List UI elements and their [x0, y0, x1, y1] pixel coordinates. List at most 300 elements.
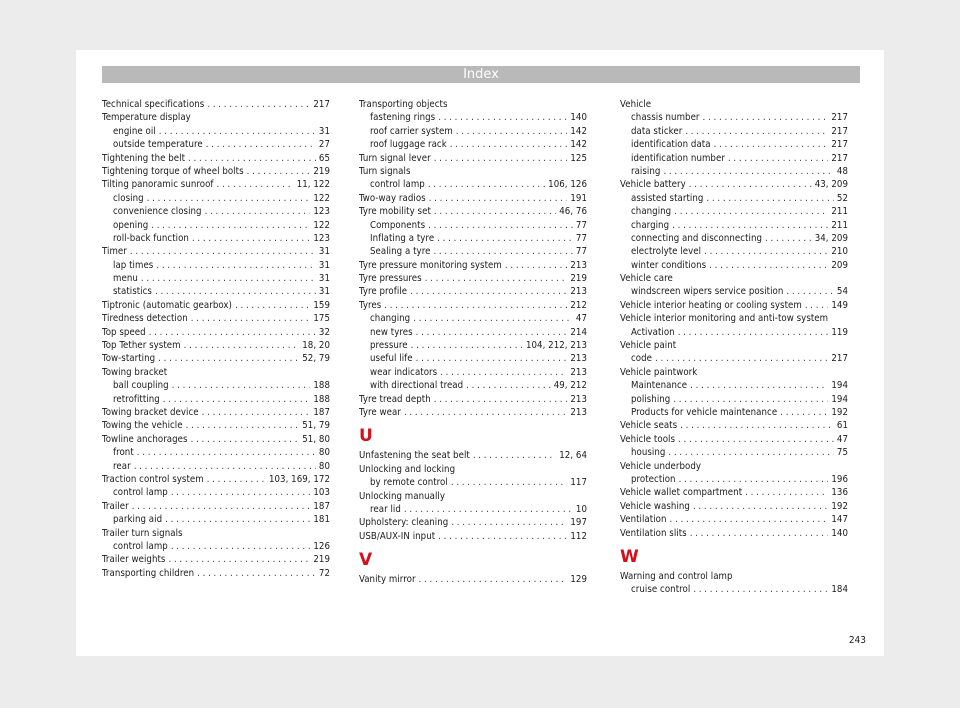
dot-leader	[192, 232, 310, 245]
entry-label: Unfastening the seat belt	[359, 450, 470, 462]
entry-page-ref: 65	[318, 152, 330, 164]
index-subentry	[620, 379, 848, 392]
entry-label: Ventilation slits	[620, 527, 687, 539]
index-subentry	[359, 476, 587, 489]
entry-label: assisted starting	[631, 192, 704, 204]
entry-page-ref: 54	[836, 286, 848, 298]
entry-page-ref: 75	[836, 447, 848, 459]
entry-label: control lamp	[113, 487, 168, 499]
entry-label: Tyre pressure monitoring system	[359, 259, 502, 271]
entry-page-ref: 136	[831, 487, 848, 499]
entry-label: roll-back function	[113, 232, 189, 244]
index-entry	[102, 339, 330, 352]
entry-page-ref: 210	[831, 246, 848, 258]
dot-leader	[151, 219, 310, 232]
index-subentry	[620, 205, 848, 218]
dot-leader	[428, 178, 545, 191]
index-subentry	[102, 125, 330, 138]
index-entry	[359, 152, 587, 165]
section-letter: V	[359, 550, 373, 571]
index-subentry	[359, 111, 587, 124]
entry-label: changing	[631, 206, 672, 218]
index-entry	[620, 366, 848, 379]
index-subentry	[102, 446, 330, 459]
index-subentry	[102, 138, 330, 151]
index-subentry	[359, 366, 587, 379]
entry-page-ref: 48	[836, 165, 848, 177]
index-entry	[359, 98, 587, 111]
entry-label: Warning and control lamp	[620, 570, 733, 582]
entry-page-ref: 123	[313, 206, 330, 218]
index-subentry	[620, 406, 848, 419]
dot-leader	[745, 486, 828, 499]
index-entry	[359, 463, 587, 476]
entry-label: Tyre mobility set	[359, 206, 431, 218]
index-entry	[359, 490, 587, 503]
entry-label: electrolyte level	[631, 246, 702, 258]
dot-leader	[456, 125, 568, 138]
entry-label: Timer	[102, 246, 127, 258]
index-entry	[359, 285, 587, 298]
entry-page-ref: 61	[836, 420, 848, 432]
entry-page-ref: 43, 209	[814, 179, 848, 191]
dot-leader	[703, 111, 829, 124]
entry-page-ref: 140	[570, 112, 587, 124]
entry-label: charging	[631, 219, 670, 231]
index-entry	[620, 98, 848, 111]
dot-leader	[413, 312, 573, 325]
index-entry	[102, 299, 330, 312]
entry-page-ref: 192	[831, 500, 848, 512]
entry-label: Maintenance	[631, 380, 688, 392]
entry-label: chassis number	[631, 112, 700, 124]
dot-leader	[425, 272, 568, 285]
entry-page-ref: 187	[313, 500, 330, 512]
dot-leader	[450, 138, 568, 151]
entry-label: convenience closing	[113, 206, 202, 218]
index-entry	[102, 352, 330, 365]
entry-label: identification data	[631, 139, 711, 151]
dot-leader	[668, 446, 833, 459]
entry-page-ref: 77	[575, 232, 587, 244]
index-subentry	[102, 232, 330, 245]
index-entry	[102, 152, 330, 165]
index-subentry	[102, 272, 330, 285]
entry-label: retrofitting	[113, 393, 160, 405]
dot-leader	[690, 527, 829, 540]
entry-label: closing	[113, 192, 144, 204]
index-subentry	[359, 326, 587, 339]
dot-leader	[205, 205, 311, 218]
dot-leader	[505, 259, 568, 272]
dot-leader	[780, 406, 828, 419]
index-subentry	[359, 245, 587, 258]
dot-leader	[163, 393, 311, 406]
entry-page-ref: 188	[313, 393, 330, 405]
index-subentry	[620, 285, 848, 298]
entry-page-ref: 213	[570, 286, 587, 298]
index-subentry	[620, 446, 848, 459]
index-subentry	[620, 326, 848, 339]
dot-leader	[428, 219, 573, 232]
entry-page-ref: 219	[313, 165, 330, 177]
dot-leader	[714, 138, 829, 151]
dot-leader	[433, 245, 572, 258]
dot-leader	[451, 516, 567, 529]
entry-page-ref: 51, 79	[302, 420, 330, 432]
entry-page-ref: 219	[570, 273, 587, 285]
entry-label: Unlocking and locking	[359, 463, 456, 475]
entry-label: pressure	[370, 340, 408, 352]
index-subentry	[102, 192, 330, 205]
entry-label: Towing bracket	[102, 366, 168, 378]
dot-leader	[134, 460, 316, 473]
entry-label: control lamp	[370, 179, 425, 191]
dot-leader	[438, 111, 567, 124]
dot-leader	[805, 299, 829, 312]
entry-label: Activation	[631, 326, 675, 338]
index-entry	[102, 527, 330, 540]
entry-page-ref: 119	[831, 326, 848, 338]
entry-page-ref: 213	[570, 353, 587, 365]
dot-leader	[159, 125, 316, 138]
entry-page-ref: 197	[570, 517, 587, 529]
entry-label: Vehicle paint	[620, 340, 677, 352]
entry-page-ref: 213	[570, 366, 587, 378]
dot-leader	[130, 245, 316, 258]
entry-label: USB/AUX-IN input	[359, 530, 436, 542]
entry-label: Vanity mirror	[359, 574, 416, 586]
dot-leader	[235, 299, 310, 312]
dot-leader	[429, 192, 568, 205]
dot-leader	[706, 192, 834, 205]
entry-page-ref: 72	[318, 567, 330, 579]
entry-page-ref: 12, 64	[559, 450, 587, 462]
index-subentry	[620, 138, 848, 151]
index-subentry	[359, 503, 587, 516]
entry-page-ref: 191	[570, 192, 587, 204]
entry-label: Temperature display	[102, 112, 191, 124]
entry-label: roof luggage rack	[370, 139, 447, 151]
index-subentry	[359, 219, 587, 232]
index-entry	[620, 312, 848, 325]
index-entry	[102, 567, 330, 580]
entry-label: windscreen wipers service position	[631, 286, 784, 298]
entry-page-ref: 112	[570, 530, 587, 542]
entry-page-ref: 32	[318, 326, 330, 338]
entry-label: menu	[113, 273, 138, 285]
index-entry	[102, 178, 330, 191]
entry-page-ref: 47	[575, 313, 587, 325]
entry-label: Vehicle care	[620, 273, 673, 285]
entry-page-ref: 122	[313, 219, 330, 231]
index-entry	[102, 406, 330, 419]
entry-label: rear lid	[370, 503, 401, 515]
index-entry	[359, 530, 587, 543]
entry-page-ref: 31	[318, 286, 330, 298]
dot-leader	[786, 285, 834, 298]
index-subentry	[620, 583, 848, 596]
index-subentry	[102, 259, 330, 272]
index-entry	[359, 299, 587, 312]
index-subentry	[102, 486, 330, 499]
index-entry	[359, 259, 587, 272]
entry-page-ref: 11, 122	[296, 179, 330, 191]
entry-label: Technical specifications	[102, 99, 205, 110]
page-number: 243	[848, 635, 866, 646]
entry-label: engine oil	[113, 125, 156, 137]
index-subentry	[620, 111, 848, 124]
dot-leader	[168, 553, 310, 566]
index-subentry	[359, 352, 587, 365]
entry-page-ref: 27	[318, 139, 330, 151]
index-entry	[620, 570, 848, 583]
entry-label: Vehicle seats	[620, 420, 678, 432]
entry-label: Products for vehicle maintenance	[631, 406, 778, 418]
entry-page-ref: 31	[318, 246, 330, 258]
entry-label: polishing	[631, 393, 671, 405]
entry-label: Tightening the belt	[102, 152, 186, 164]
dot-leader	[728, 152, 828, 165]
dot-leader	[171, 486, 311, 499]
entry-page-ref: 175	[313, 313, 330, 325]
entry-page-ref: 213	[570, 406, 587, 418]
entry-label: Vehicle paintwork	[620, 366, 698, 378]
entry-label: roof carrier system	[370, 125, 453, 137]
entry-label: Top Tether system	[102, 340, 181, 352]
entry-page-ref: 196	[831, 473, 848, 485]
entry-page-ref: 159	[313, 299, 330, 311]
index-entry	[102, 326, 330, 339]
index-subentry	[620, 259, 848, 272]
dot-leader	[689, 178, 812, 191]
entry-page-ref: 77	[575, 219, 587, 231]
entry-page-ref: 18, 20	[302, 340, 330, 352]
index-subentry	[620, 165, 848, 178]
index-entry	[359, 192, 587, 205]
index-subentry	[102, 460, 330, 473]
entry-label: Vehicle interior monitoring and anti-tow system	[620, 313, 829, 325]
dot-leader	[156, 259, 316, 272]
dot-leader	[410, 285, 567, 298]
entry-label: Towing bracket device	[102, 406, 199, 418]
index-subentry	[359, 178, 587, 191]
index-subentry	[620, 473, 848, 486]
entry-label: statistics	[113, 286, 152, 298]
entry-page-ref: 103	[313, 487, 330, 499]
dot-leader	[680, 419, 834, 432]
dot-leader	[434, 205, 556, 218]
dot-leader	[673, 393, 828, 406]
entry-label: Turn signals	[359, 165, 411, 177]
dot-leader	[655, 352, 828, 365]
dot-leader	[419, 573, 568, 586]
index-entry	[102, 553, 330, 566]
entry-label: lap times	[113, 259, 154, 271]
index-subentry	[620, 245, 848, 258]
dot-leader	[404, 503, 573, 516]
index-entry	[102, 473, 330, 486]
entry-label: Top speed	[102, 326, 146, 338]
entry-label: Vehicle battery	[620, 179, 686, 191]
dot-leader	[141, 272, 316, 285]
entry-label: cruise control	[631, 584, 691, 596]
index-subentry	[359, 312, 587, 325]
entry-page-ref: 181	[313, 514, 330, 526]
index-entry	[359, 165, 587, 178]
entry-label: code	[631, 353, 653, 365]
dot-leader	[679, 473, 829, 486]
entry-page-ref: 51, 80	[302, 433, 330, 445]
dot-leader	[411, 339, 523, 352]
entry-page-ref: 219	[313, 554, 330, 566]
dot-leader	[217, 178, 294, 191]
index-entry	[620, 419, 848, 432]
entry-label: Sealing a tyre	[370, 246, 431, 258]
entry-page-ref: 47	[836, 433, 848, 445]
entry-label: data sticker	[631, 125, 683, 137]
index-entry	[620, 299, 848, 312]
entry-label: housing	[631, 447, 666, 459]
entry-label: Vehicle tools	[620, 433, 676, 445]
entry-label: Two-way radios	[359, 192, 426, 204]
index-subentry	[620, 352, 848, 365]
entry-label: by remote control	[370, 477, 448, 489]
dot-leader	[384, 299, 567, 312]
entry-page-ref: 213	[570, 259, 587, 271]
index-entry	[102, 419, 330, 432]
section-letter: W	[620, 546, 639, 567]
dot-leader	[685, 125, 828, 138]
index-entry	[102, 366, 330, 379]
entry-label: Tyres	[359, 299, 382, 311]
entry-page-ref: 184	[831, 584, 848, 596]
entry-label: Vehicle underbody	[620, 460, 702, 472]
dot-leader	[197, 567, 316, 580]
entry-page-ref: 188	[313, 380, 330, 392]
entry-page-ref: 122	[313, 192, 330, 204]
entry-label: Traction control system	[102, 473, 204, 485]
index-entry	[620, 339, 848, 352]
entry-label: rear	[113, 460, 131, 472]
index-column-3	[620, 98, 848, 597]
index-subentry	[620, 219, 848, 232]
dot-leader	[437, 232, 573, 245]
dot-leader	[704, 245, 828, 258]
index-entry	[359, 393, 587, 406]
entry-page-ref: 46, 76	[559, 206, 587, 218]
entry-label: Tilting panoramic sunroof	[102, 179, 214, 191]
entry-label: with directional tread	[370, 380, 464, 392]
entry-page-ref: 117	[570, 477, 587, 489]
dot-leader	[674, 205, 828, 218]
entry-label: connecting and disconnecting	[631, 232, 763, 244]
index-entry	[620, 527, 848, 540]
entry-page-ref: 212	[570, 299, 587, 311]
section-letter: U	[359, 426, 373, 447]
entry-label: new tyres	[370, 326, 413, 338]
entry-page-ref: 126	[313, 540, 330, 552]
dot-leader	[147, 192, 311, 205]
entry-page-ref: 80	[318, 447, 330, 459]
index-subentry	[102, 379, 330, 392]
entry-page-ref: 129	[570, 574, 587, 586]
dot-leader	[434, 152, 568, 165]
dot-leader	[416, 326, 568, 339]
entry-page-ref: 31	[318, 259, 330, 271]
dot-leader	[670, 513, 829, 526]
entry-label: raising	[631, 165, 661, 177]
entry-label: Tiptronic (automatic gearbox)	[102, 299, 232, 311]
entry-page-ref: 140	[831, 527, 848, 539]
entry-page-ref: 147	[831, 514, 848, 526]
index-subentry	[359, 138, 587, 151]
dot-leader	[438, 530, 567, 543]
dot-leader	[186, 419, 300, 432]
index-entry	[620, 500, 848, 513]
dot-leader	[693, 500, 828, 513]
entry-page-ref: 209	[831, 259, 848, 271]
index-entry	[620, 178, 848, 191]
index-entry	[359, 516, 587, 529]
index-entry	[102, 111, 330, 124]
index-entry	[102, 98, 330, 111]
dot-leader	[416, 352, 568, 365]
entry-label: Trailer	[102, 500, 129, 512]
index-entry	[102, 312, 330, 325]
entry-label: opening	[113, 219, 149, 231]
entry-label: wear indicators	[370, 366, 438, 378]
dot-leader	[202, 406, 311, 419]
entry-page-ref: 77	[575, 246, 587, 258]
entry-page-ref: 213	[570, 393, 587, 405]
dot-leader	[663, 165, 833, 178]
dot-leader	[207, 473, 266, 486]
entry-label: Inflating a tyre	[370, 232, 435, 244]
entry-label: Vehicle	[620, 99, 652, 110]
page-header-title: Index	[102, 66, 860, 83]
entry-label: Vehicle wallet compartment	[620, 487, 743, 499]
entry-label: protection	[631, 473, 676, 485]
dot-leader	[678, 326, 829, 339]
index-subentry	[359, 232, 587, 245]
entry-label: Tightening torque of wheel bolts	[102, 165, 244, 177]
dot-leader	[693, 583, 828, 596]
dot-leader	[149, 326, 316, 339]
entry-page-ref: 142	[570, 125, 587, 137]
entry-page-ref: 217	[831, 152, 848, 164]
index-column-1	[102, 98, 330, 580]
index-entry	[620, 460, 848, 473]
index-entry	[359, 205, 587, 218]
entry-label: Ventilation	[620, 514, 667, 526]
dot-leader	[404, 406, 567, 419]
entry-page-ref: 103, 169, 172	[268, 473, 330, 485]
index-entry	[102, 433, 330, 446]
dot-leader	[188, 152, 316, 165]
entry-label: Trailer weights	[102, 554, 166, 566]
entry-label: Tyre tread depth	[359, 393, 431, 405]
entry-label: identification number	[631, 152, 725, 164]
entry-label: Turn signal lever	[359, 152, 431, 164]
dot-leader	[672, 219, 828, 232]
dot-leader	[247, 165, 311, 178]
entry-label: Towline anchorages	[102, 433, 188, 445]
index-subentry	[102, 205, 330, 218]
entry-page-ref: 125	[570, 152, 587, 164]
dot-leader	[172, 379, 311, 392]
entry-label: Tiredness detection	[102, 313, 188, 325]
